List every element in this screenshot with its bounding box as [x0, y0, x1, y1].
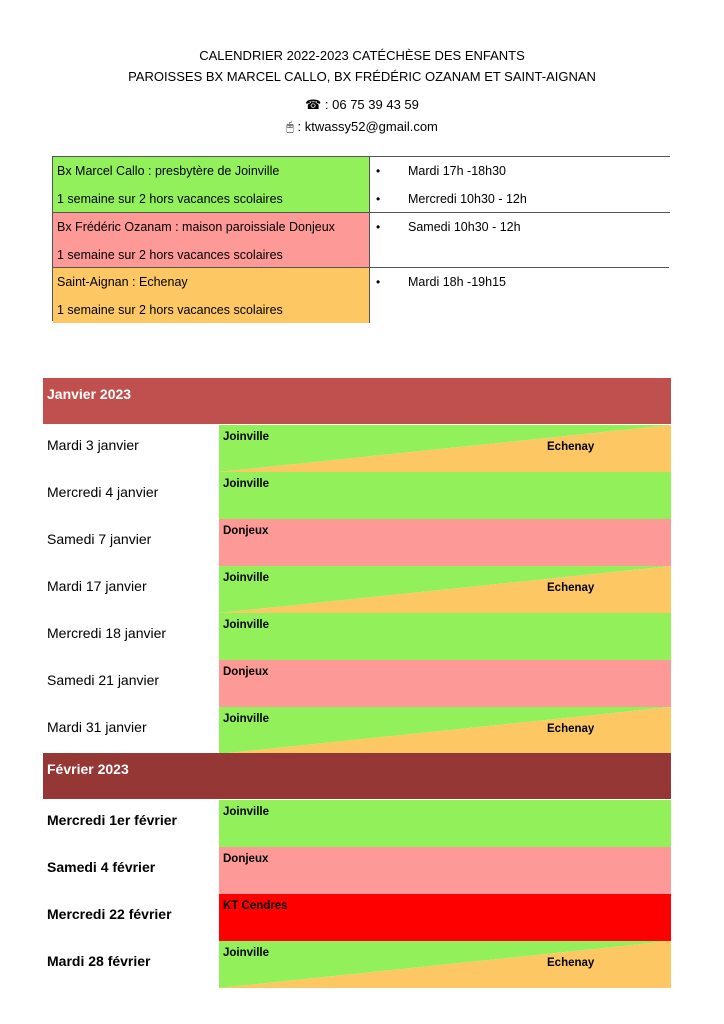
- session-label: Joinville: [223, 572, 270, 584]
- day-label: Mardi 3 janvier: [47, 437, 139, 453]
- calendar-row: [43, 566, 671, 613]
- parish-schedule: • Mardi 17h -18h30 • Mercredi 10h30 - 12h: [369, 157, 670, 212]
- calendar-row: [43, 894, 671, 941]
- month-header: Février 2023: [43, 753, 671, 799]
- session-label: Joinville: [223, 947, 270, 959]
- document-subtitle: PAROISSES BX MARCEL CALLO, BX FRÉDÉRIC OZANAM ET SAINT-AIGNAN: [128, 69, 596, 84]
- session-cell: [219, 800, 671, 847]
- session-label: Donjeux: [223, 525, 269, 537]
- parish-table: [52, 156, 670, 321]
- session-label: Donjeux: [223, 666, 269, 678]
- session-fill: [219, 613, 671, 660]
- parish-schedule: • Samedi 10h30 - 12h: [369, 213, 670, 268]
- phone-line: [0, 97, 724, 113]
- day-label: Samedi 21 janvier: [47, 672, 160, 688]
- session-label-secondary: Echenay: [547, 957, 595, 969]
- month-header: Janvier 2023: [43, 378, 671, 424]
- session-label: Joinville: [223, 806, 270, 818]
- session-label: Joinville: [223, 619, 270, 631]
- parish-row-saint-aignan: [53, 267, 669, 323]
- parish-info: [53, 157, 369, 212]
- parish-frequency: 1 semaine sur 2 hors vacances scolaires: [57, 192, 283, 206]
- session-label-secondary: Echenay: [547, 441, 595, 453]
- parish-row-callo: [53, 157, 669, 212]
- calendar-row: [43, 847, 671, 894]
- parish-frequency: 1 semaine sur 2 hors vacances scolaires: [57, 303, 283, 317]
- parish-info: [53, 213, 369, 268]
- session-label: KT Cendres: [223, 900, 288, 912]
- bullet-icon: •: [376, 275, 381, 289]
- session-label: Donjeux: [223, 853, 269, 865]
- session-label: Joinville: [223, 478, 270, 490]
- session-fill: [219, 566, 671, 613]
- session-cell: [219, 707, 671, 754]
- day-label: Mardi 17 janvier: [47, 578, 147, 594]
- parish-name: Bx Frédéric Ozanam : maison paroissiale Donjeux: [57, 220, 335, 234]
- parish-frequency: 1 semaine sur 2 hors vacances scolaires: [57, 248, 283, 262]
- day-label: Mardi 28 février: [47, 953, 151, 969]
- parish-name: Bx Marcel Callo : presbytère de Joinville: [57, 164, 280, 178]
- session-cell: [219, 472, 671, 519]
- session-fill: [219, 941, 671, 988]
- parish-info: [53, 268, 369, 323]
- session-fill: [219, 800, 671, 847]
- session-label-secondary: Echenay: [547, 582, 595, 594]
- session-cell: [219, 566, 671, 613]
- calendar-row: [43, 707, 671, 754]
- bullet-icon: •: [376, 220, 381, 234]
- session-fill: [219, 660, 671, 707]
- calendar-row: [43, 425, 671, 472]
- phone-icon: ☎: [305, 97, 322, 112]
- calendar-row: [43, 472, 671, 519]
- day-label: Samedi 4 février: [47, 859, 156, 875]
- bullet-icon: •: [376, 164, 381, 178]
- calendar-row: [43, 800, 671, 847]
- session-cell: [219, 613, 671, 660]
- calendar-row: [43, 941, 671, 988]
- session-cell: [219, 519, 671, 566]
- bullet-icon: •: [376, 192, 381, 206]
- phone-number: : 06 75 39 43 59: [321, 97, 419, 112]
- session-cell: [219, 941, 671, 988]
- session-fill: [219, 707, 671, 754]
- email-address: : ktwassy52@gmail.com: [293, 119, 438, 134]
- day-label: Samedi 7 janvier: [47, 531, 152, 547]
- calendar-row: [43, 660, 671, 707]
- day-label: Mardi 31 janvier: [47, 719, 147, 735]
- session-fill: [219, 425, 671, 472]
- session-fill: [219, 847, 671, 894]
- calendar-row: [43, 613, 671, 660]
- day-label: Mercredi 22 février: [47, 906, 172, 922]
- day-label: Mercredi 18 janvier: [47, 625, 167, 641]
- session-cell: [219, 660, 671, 707]
- document-title: CALENDRIER 2022-2023 CATÉCHÈSE DES ENFANTS: [199, 48, 525, 63]
- day-label: Mercredi 4 janvier: [47, 484, 159, 500]
- day-label: Mercredi 1er février: [47, 812, 177, 828]
- parish-schedule: • Mardi 18h -19h15: [369, 268, 670, 323]
- mouse-icon: 🖰: [286, 119, 294, 134]
- session-cell: [219, 894, 671, 941]
- calendar-row: [43, 519, 671, 566]
- parish-name: Saint-Aignan : Echenay: [57, 275, 188, 289]
- session-fill: [219, 472, 671, 519]
- session-label-secondary: Echenay: [547, 723, 595, 735]
- session-fill: [219, 519, 671, 566]
- email-line: [0, 119, 724, 135]
- session-cell: [219, 425, 671, 472]
- session-label: Joinville: [223, 431, 270, 443]
- session-label: Joinville: [223, 713, 270, 725]
- session-cell: [219, 847, 671, 894]
- parish-row-ozanam: [53, 212, 669, 268]
